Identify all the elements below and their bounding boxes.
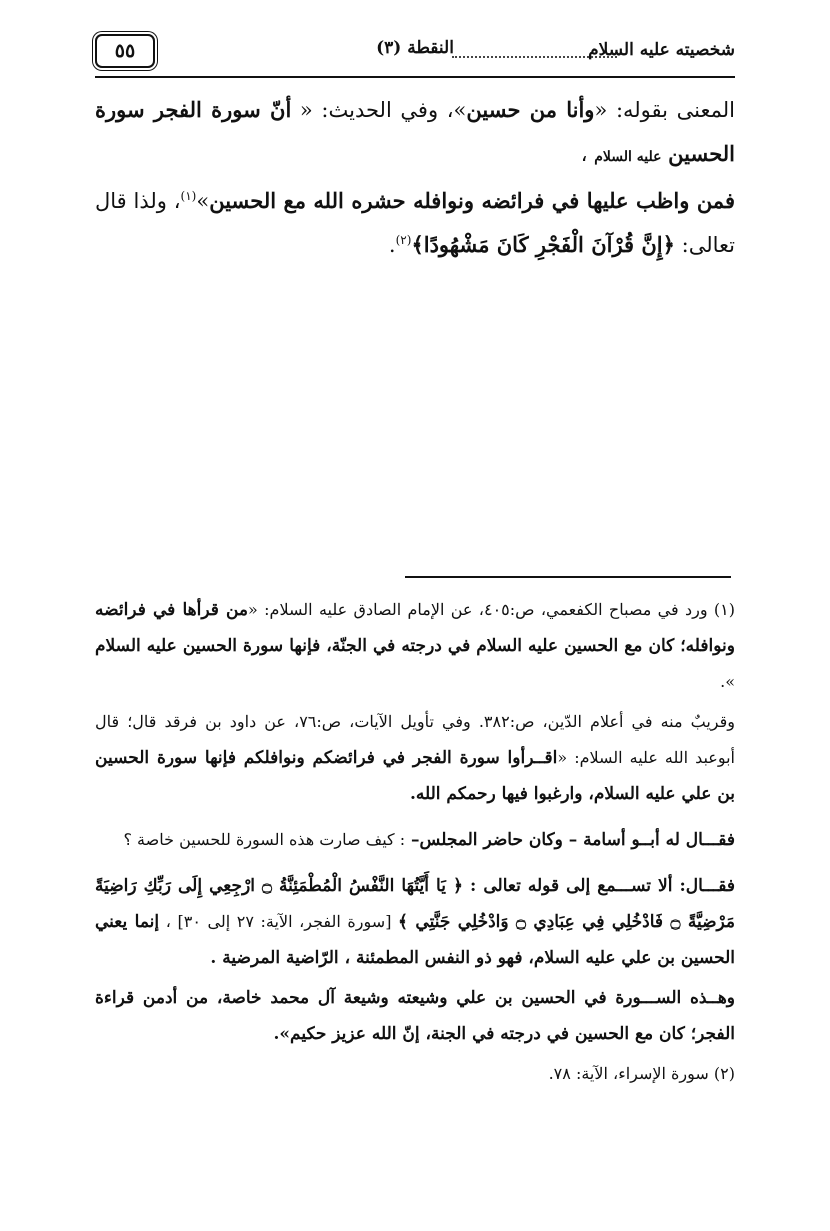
footnote-ref-1[interactable]: (١) — [180, 189, 197, 203]
hadith-bold: فقـــال: ألا تســـمع إلى قوله تعالى : — [462, 876, 735, 896]
quran-verse: ﴿ يَا أَيَّتُهَا النَّفْسُ الْمُطْمَئِنَّةُ ۝ ارْجِعِي إِلَى رَبِّكِ رَاضِيَةً مَرْضِيَّةً ۝ فَادْخُلِي فِي عِبَادِي ۝ وَادْخُلِي جَنَّتِي ﴾ — [95, 876, 736, 932]
hadith-bold: وهــذه الســـورة في الحسين بن علي وشيعته وشيعة آل محمد خاصة، من أدمن قراءة الفجر؛ كان مع الحسين في درجته في الجنة، إنّ الله عزيز حكيم». — [95, 988, 735, 1044]
main-paragraph-2 — [95, 179, 735, 267]
page-header — [95, 34, 735, 70]
hadith-bold: إنما يعني الحسين بن علي عليه السلام، فهو ذو النفس المطمئنة ، الرّاضية المرضية . — [95, 912, 735, 968]
text-run: ، ولذا قال تعالى: — [95, 189, 735, 257]
footnote-1-paragraph-4 — [95, 868, 735, 976]
hadith-bold: فقـــال له أبــو أسامة – وكان حاضر المجلس– — [405, 830, 735, 850]
running-title: شخصيته عليه السلام — [588, 40, 735, 60]
text-run: (١) ورد في مصباح الكفعمي، ص:٤٠٥، عن الإمام الصادق عليه السلام: « — [248, 600, 736, 619]
footnote-1-paragraph-3 — [95, 822, 735, 858]
main-paragraph-1 — [95, 88, 735, 179]
hadith-bold: اقــرأوا سورة الفجر في فرائضكم ونوافلكم فإنها سورة الحسين بن علي عليه السلام، وارغبوا فيها رحمكم الله. — [95, 748, 735, 804]
quote-bold: وأنا من حسين — [466, 97, 595, 122]
footnote-ref-2[interactable]: (٢) — [395, 233, 412, 247]
header-rule — [95, 76, 735, 78]
footnote-1 — [95, 592, 735, 700]
footnote-rule — [405, 576, 731, 578]
footnotes — [95, 592, 735, 1102]
text-run: . — [388, 233, 396, 257]
main-text — [95, 88, 735, 267]
text-run: المعنى بقوله: « — [594, 98, 735, 122]
honorific: عليه السلام — [594, 149, 662, 165]
quran-verse: ﴿إِنَّ قُرْآنَ الْفَجْرِ كَانَ مَشْهُودًا﴾ — [411, 232, 675, 257]
chapter-title: النقطة (٣) — [376, 38, 454, 58]
footnote-1-paragraph-2 — [95, 704, 735, 812]
text-run: » — [196, 189, 210, 213]
hadith-bold: فمن واظب عليها في فرائضه ونوافله حشره الله مع الحسين — [209, 188, 735, 213]
text-run: (٢) سورة الإسراء، الآية: ٧٨. — [548, 1064, 735, 1083]
text-run: ، — [580, 142, 588, 166]
page-number: ٥٥ — [95, 34, 155, 68]
text-run: ». — [720, 672, 735, 691]
hadith-bold: من قرأها في فرائضه ونوافله؛ كان مع الحسين عليه السلام في درجته في الجنّة، فإنها سورة الحسين عليه السلام — [95, 600, 735, 656]
header-dotted-leader — [452, 56, 617, 58]
hadith-bold: أنّ سورة الفجر سورة الحسين — [95, 97, 735, 166]
text-run: [سورة الفجر، الآية: ٢٧ إلى ٣٠] ، — [159, 912, 399, 931]
text-run: وقريبٌ منه في أعلام الدّين، ص:٣٨٢. وفي تأويل الآيات، ص:٧٦، عن داود بن فرقد قال؛ قال أبوعبد الله عليه السلام: « — [95, 712, 736, 767]
footnote-1-paragraph-5 — [95, 980, 735, 1052]
text-run: : كيف صارت هذه السورة للحسين خاصة ؟ — [123, 830, 406, 849]
footnote-2 — [95, 1056, 735, 1092]
text-run: »، وفي الحديث: « — [291, 98, 467, 122]
